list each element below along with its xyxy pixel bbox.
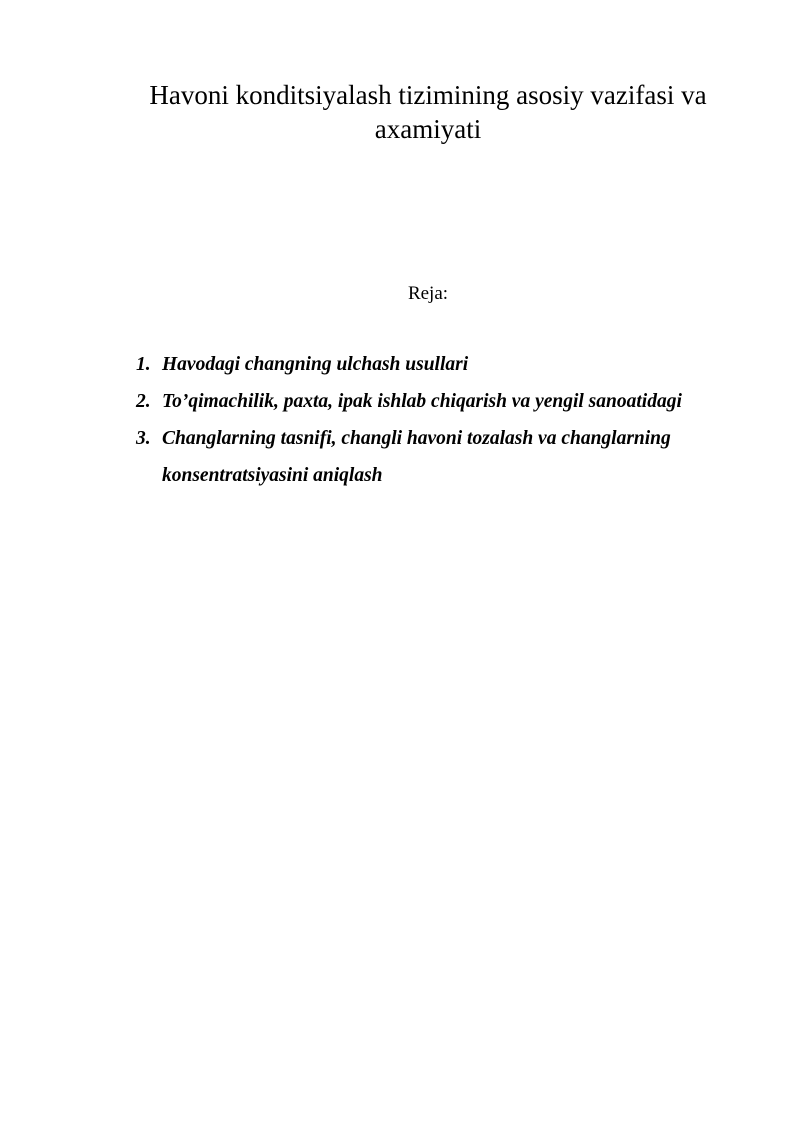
plan-heading: Reja: [407,283,449,304]
plan-item-number: 2. [136,391,151,412]
plan-item-number: 1. [136,354,151,375]
document-title: Havoni konditsiyalash tizimining asosiy vazifasi va axamiyati [149,80,707,144]
plan-item-number: 3. [136,428,151,449]
plan-item-text: To’qimachilik, paxta, ipak ishlab chiqarish va yengil sanoatidagi [162,391,682,412]
plan-list [136,346,756,494]
plan-item-2 [136,383,756,420]
plan-item-1 [136,346,756,383]
plan-item-text: Changlarning tasnifi, changli havoni tozalash va changlarning konsentratsiyasini aniqlash [162,428,671,486]
plan-item-text: Havodagi changning ulchash usullari [162,354,469,375]
plan-item-3 [136,420,756,494]
